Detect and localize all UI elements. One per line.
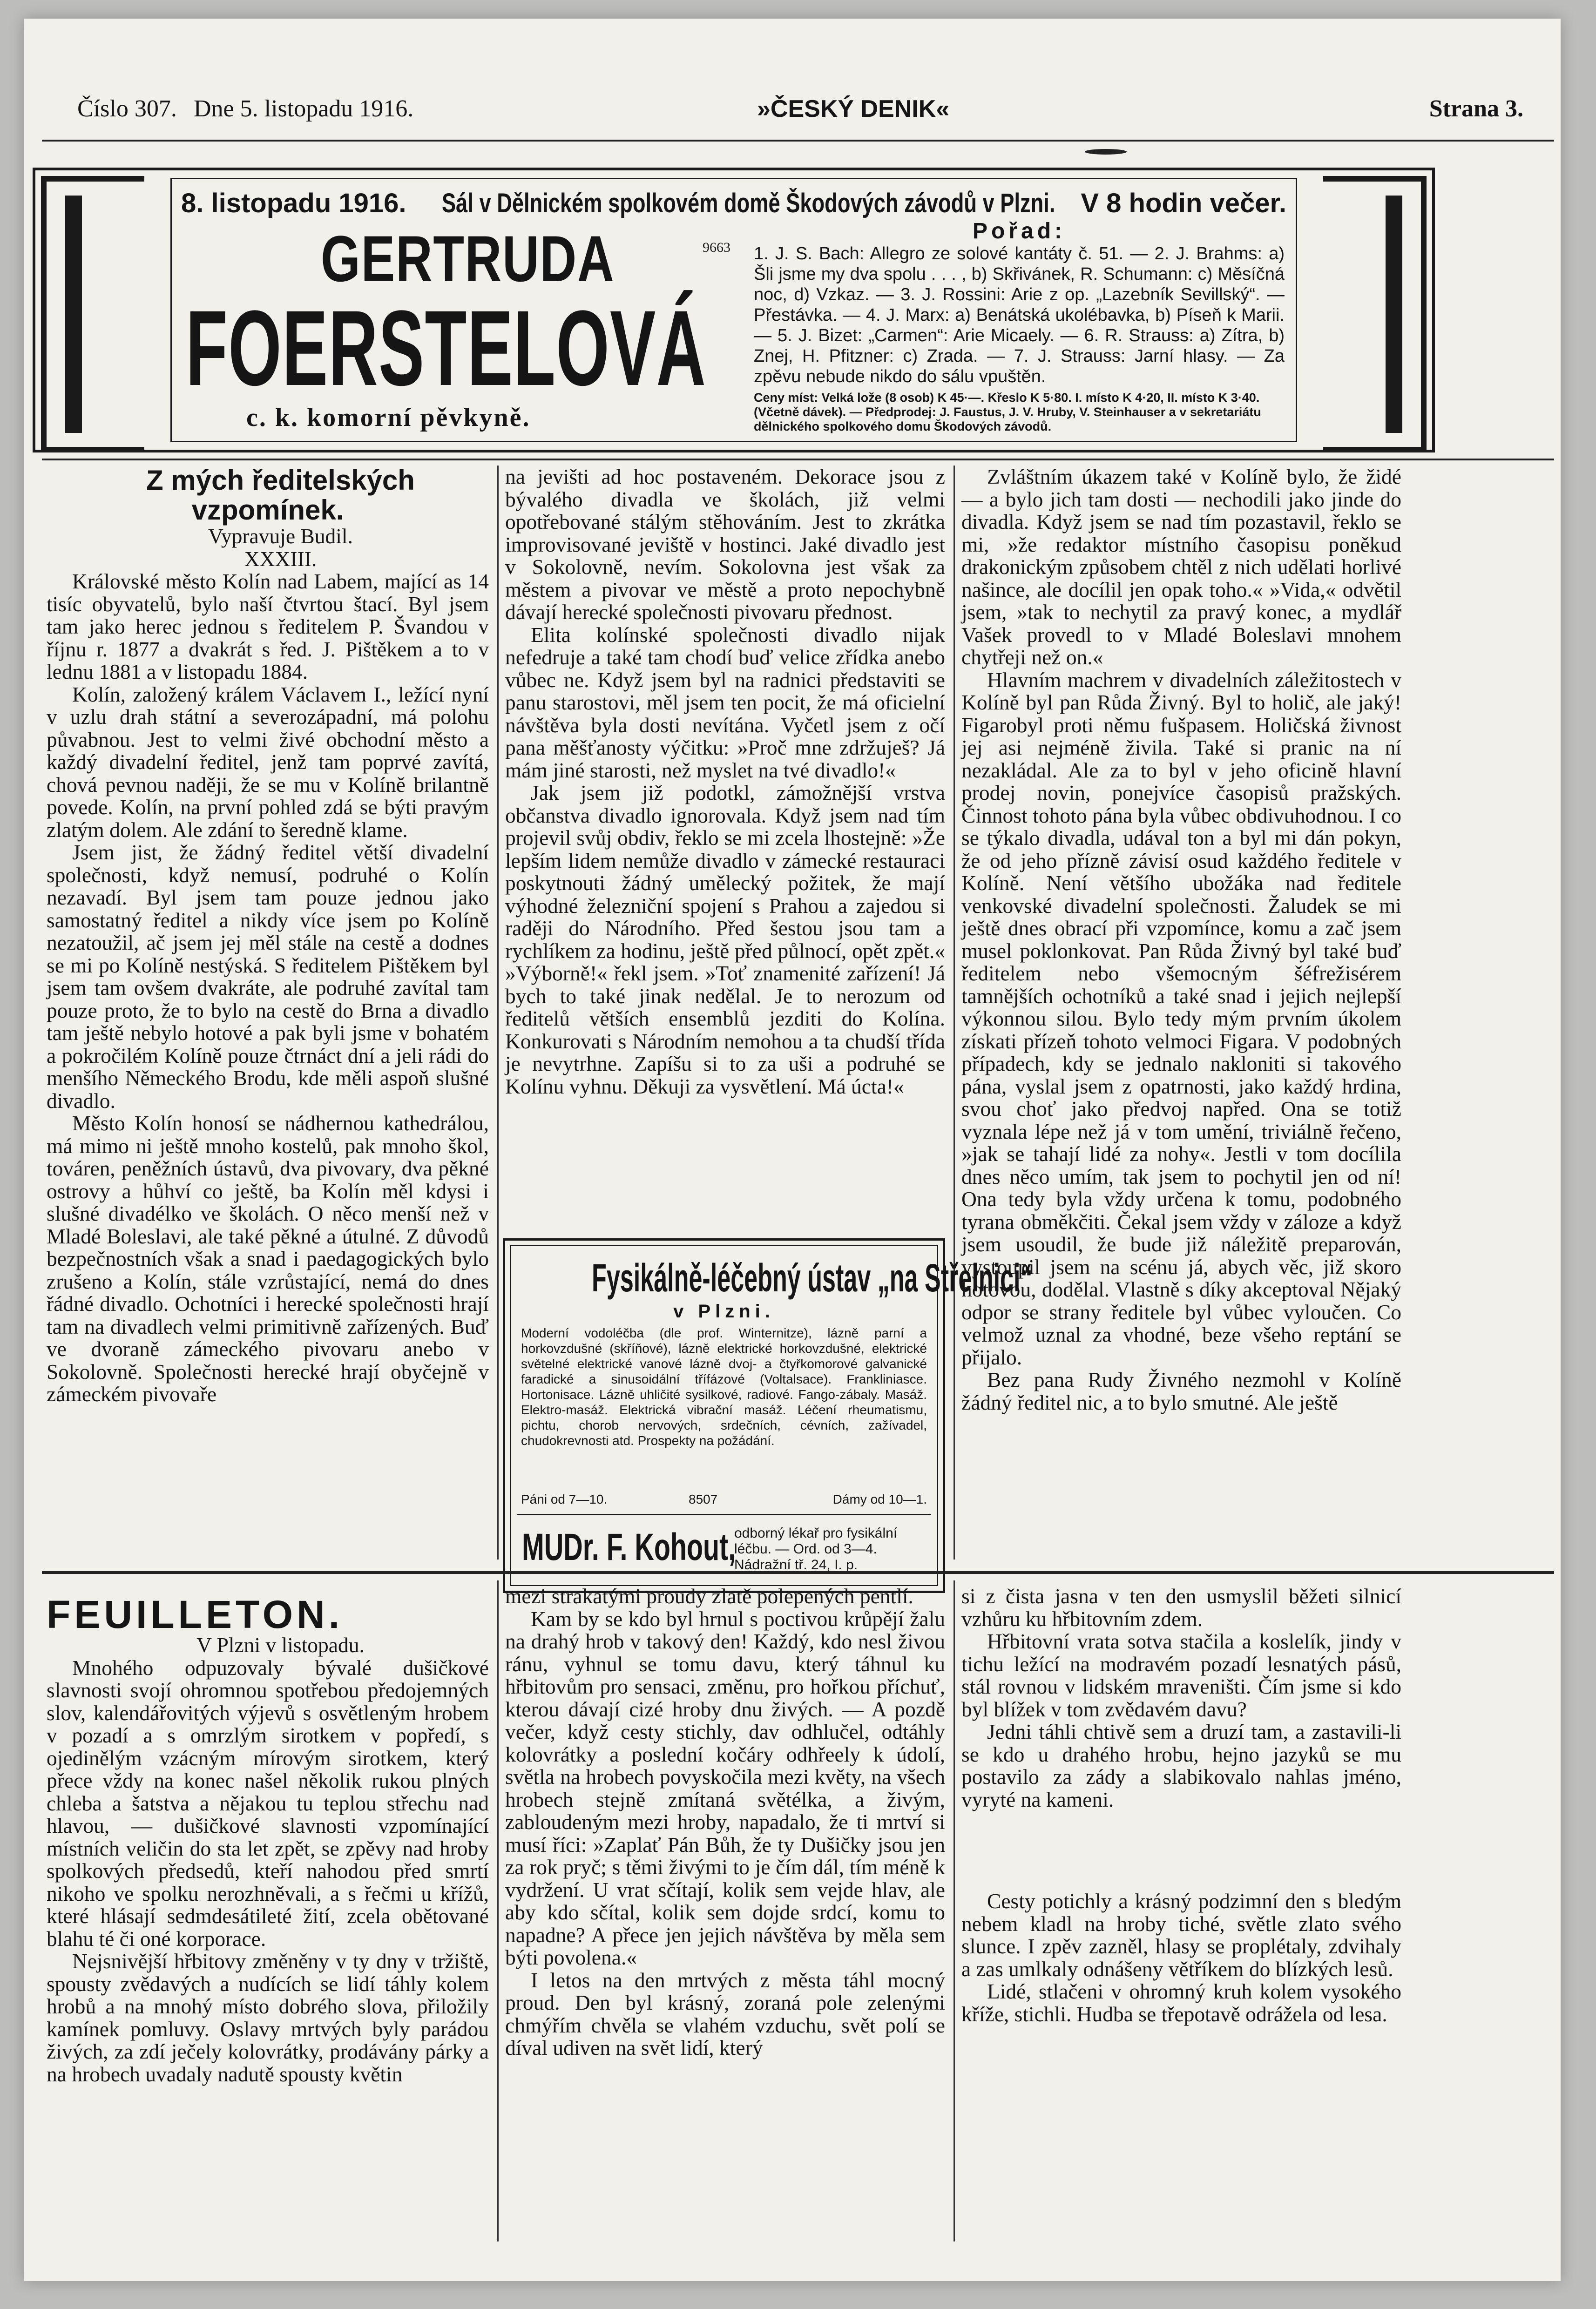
feuilleton-paragraph: I letos na den mrtvých z města táhl mocný proud. Den byl krásný, zoraná pole zelenými chmýřím chvěla se vlahém vzduchu, svět polí se díval udiven na svět lidí, který (505, 1968, 945, 2059)
singer-first-name: GERTRUDA (321, 222, 615, 295)
feuilleton-heading: FEUILLETON. (47, 1593, 344, 1636)
article-column-3 (961, 466, 1401, 1414)
article-byline: Vypravuje Budil. (208, 524, 353, 548)
concert-date: 8. listopadu 1916. (181, 188, 406, 218)
article-paragraph: Město Kolín honosí se nádhernou kathedrálou, má mimo ni ještě mnoho kostelů, pak mnoho škol, továren, peněžních ústavů, dva pivovary, dva pěkné ostrovy a hůhví co ještě, ba Kolín měl kdysi i slušné divadélko ve školách. O něco menší než v Mladé Boleslavi, ale také pěkné a útulné. Z důvodů bezpečnostních však a snad i paedagogických bylo zrušeno a Kolín, stále vzrůstající, nemá do dnes řádné divadlo. Ochotníci i herecké společnosti hrají tam na divadlech velmi primitivně zařízených. Buď ve dvoraně zámeckého pivovaru anebo v Sokolovně. Společnosti herecké hrají obyčejně v zámeckém pivovaře (47, 1111, 489, 1406)
header-rule (42, 140, 1554, 142)
article-chapter: XXXIII. (244, 547, 317, 571)
concert-time: V 8 hodin večer. (1081, 188, 1286, 218)
feuilleton-place: V Plzni v listopadu. (196, 1633, 365, 1657)
feuilleton-paragraph: mezi strakatými proudy zlatě polepených pentlí. (505, 1584, 913, 1608)
feuilleton-paragraph: Nejsnivější hřbitovy změněny v ty dny v tržiště, spousty zvědavých a nudících se lidí táhly kolem hrobů a na mnohý místo dobrého slova, přiložily kamínek pomluvy. Oslavy mrtvých byly parádou živých, za zdí ječely kolovrátky, prodávány párky a na hrobech uvadaly nadutě spousty květin (47, 1949, 489, 2086)
bath-ad-body: Moderní vodoléčba (dle prof. Winternitze), lázně parní a horkovzdušné (skříňové), lázně elektrické horkovzdušné, elektrické světelné elektrické vanové lázně dvoj- a čtyřkomorové galvanické faradické a sinusoidální třífázové (Voltalsace). Frankliniasce. Hortonisace. Lázně uhličité sysilkové, radiové. Fango-zábaly. Masáž. Elektro-masáž. Elektrická vibrační masáž. Léčení rheumatismu, pichtu, chorob nervových, srdečních, cévních, zažívadel, chudokrevnosti atd. Prospekty na požádání. (521, 1326, 927, 1448)
column-separator (954, 1580, 955, 2241)
feuilleton-paragraph: Jedni táhli chtivě sem a druzí tam, a zastavili-li se kdo u drahého hrobu, hejno jazyků se mu postavilo za zády a slabikovalo nahlas jméno, vyryté na kameni. (961, 1720, 1401, 1811)
bath-ad-rule (517, 1514, 931, 1515)
issue-date: Dne 5. listopadu 1916. (194, 95, 414, 122)
column-separator (497, 1580, 499, 2241)
singer-title: c. k. komorní pěvkyně. (246, 403, 531, 432)
feuilleton-column-1 (47, 1634, 489, 2086)
feuilleton-column-3-continued (961, 1890, 1401, 2025)
column-separator (954, 466, 955, 1560)
article-paragraph: Bez pana Rudy Živného nezmohl v Kolíně žádný ředitel nic, a to bylo smutné. Ale ještě (961, 1368, 1401, 1414)
article-paragraph: Kolín, založený králem Václavem I., ležící nyní v uzlu drah státní a severozápadní, má polohu půvabnou. Jest to velmi živé obchodní město a každý divadelní ředitel, jenž tam poprvé zavítá, chová pevnou naději, že se mu v Kolíně brilantně povede. Kolín, na první pohled zdá se býti pravým zlatým dolem. Ale zdání to šeredně klame. (47, 682, 489, 842)
feuilleton-paragraph: Hřbitovní vrata sotva stačila a koslelík, jindy v tichu ležící na modravém pozadí lesnatých pásů, stál rovnou v lidském mraveništi. Čím jsme si kdo byl blížek v tom zvědavém davu? (961, 1629, 1401, 1721)
issue-number: Číslo 307. (77, 95, 177, 122)
masthead: »ČESKÝ DENIK« (757, 95, 950, 122)
program-heading: Pořad: (972, 219, 1066, 243)
bath-institute-advertisement (503, 1238, 1033, 1593)
singer-last-name: FOERSTELOVÁ (186, 288, 707, 408)
concert-program (754, 221, 1285, 434)
article-paragraph: Hlavním machrem v divadelních záležitostech v Kolíně byl pan Růda Živný. Byl to holič, ale jaký! Figarobyl proti němu fušpasem. Holičská živnost jej asi nejméně živila. Také si pranic na ní nezakládal. Ale za to byl v jeho oficině hlavní prodej novin, ponejvíce časopisů pražských. Činnost tohoto pána byla vůbec obdivuhodnou. I co se týkalo divadla, udával ton a byl mi dán pokyn, že od jeho přízně závisí osud každého ředitele v Kolíně. Není většího ubožáka nad ředitele venkovské divadelní společnosti. Žaludek se mi ještě dnes obrací při vzpomínce, komu a zač jsem musel poklonkovat. Pan Růda Živný byl také buď ředitelem nebo všemocným šéfrežisérem tamnějších ochotníků a také snad i jejich nejlepší výkonnou silou. Bylo tedy mým prvním úkolem získati přízeň tohoto velmoci Figara. V podobných případech, kdy se jednalo nakloniti si takového pána, vyslal jsem z opatrnosti, jako každý hrdina, svou choť jako předvoj napřed. Ona se totiž vyznala lépe než já v tom umění, triviálně řečeno, »jak se tahají lidé za nohy«. Jestli v tom docílila dnes něco umím, tak jsem to pochytil jen od ní! Ona tedy byla vždy určena k tomu, podobného tyrana obměkčiti. Čekal jsem vždy v záloze a když jsem usoudil, že bude již náležitě preparován, vystoupil jsem na scénu já, abych věc, již skoro hotovou, dodělal. Vlastně s díky akceptoval Nějaký odpor se strany ředitele byl vůbec vyloučen. Co velmož uznal za vhodné, beze všeho reptání se přijalo. (961, 668, 1401, 1369)
page-header (45, 95, 1551, 132)
program-text: 1. J. S. Bach: Allegro ze solové kantáty č. 51. — 2. J. Brahms: a) Šli jsme my dva spolu . . . , b) Skřivánek, R. Schumann: c) Měsíčná noc, d) Vzkaz. — 3. J. Rossini: Arie z op. „Lazebník Sevillský“. — Přestávka. — 4. J. Marx: a) Benátská ukolébavka, b) Píseň k Marii. — 5. J. Bizet: „Carmen“: Arie Micaely. — 6. R. Strauss: a) Zítra, b) Znej, H. Pfitzner: c) Zrada. — 7. J. Strauss: Jarní hlasy. — Za zpěvu nebude nikdo do sálu vpuštěn. (754, 244, 1285, 386)
ticket-prices: Ceny míst: Velká lože (8 osob) K 45·—. Křeslo K 5·80. I. místo K 4·20, II. místo K 3·40. (Včetně dávek). — Předprodej: J. Faustus, J. V. Hruby, V. Steinhauser a v sekretariátu dělnického spolkového domu Škodových závodů. (754, 391, 1261, 433)
feuilleton-paragraph: Mnohého odpuzovaly bývalé dušičkové slavnosti svojí ohromnou spotřebou předojemných slov, kalendářovitých výjevů s osvětleným hrobem v pozadí a s omrzlým sirotkem v popředí, s ojedinělým vzácným mírovým sirotkem, který přece vždy na konec našel několik rukou plných chleba a šatstva a nějakou tu teplou střechu nad hlavou, — dušičkové slavnosti vzpomínající místních veličin do sta let zpět, se zpěvy nad hroby spolkových předsedů, kteří nahodou před smrtí nikoho ve spolku nerozhněvali, a s řečmi u křížů, které hlásají sedmdesátileté žití, zcela obětované blahu té či oné korporace. (47, 1655, 489, 1951)
ad-number: 9663 (703, 240, 730, 255)
article-paragraph: Elita kolínské společnosti divadlo nijak nefedruje a také tam chodí buď velice zřídka anebo vůbec ne. Když jsem byl na radnici představiti se panu starostovi, měl jsem ten pocit, že má oficielní návštěva byla dosti nevítána. Vyčetl jsem z očí pana měšťanosty výčitku: »Proč mne zdržuješ? Já mám jiné starosti, než myslet na tvé divadlo!« (505, 622, 945, 782)
doctor-details: odborný lékař pro fysikální léčbu. — Ord. od 3—4. Nádražní tř. 24, I. p. (734, 1526, 898, 1573)
hours-men: Páni od 7—10. (521, 1492, 608, 1506)
concert-venue: Sál v Dělnickém spolkovém domě Škodových závodů v Plzni. (442, 188, 1055, 218)
article-column-2 (505, 466, 945, 1098)
bath-ad-title: Fysikálně-léčebný ústav „na Střelnici“ (592, 1256, 1033, 1300)
ad-number: 8507 (689, 1492, 718, 1506)
article-column-1 (47, 466, 489, 1406)
feuilleton-column-2 (505, 1585, 945, 2059)
ornament-icon (1085, 149, 1127, 155)
article-paragraph: Zvláštním úkazem také v Kolíně bylo, že židé — a bylo jich tam dosti — nechodili jako jinde do divadla. Když jsem se nad tím pozastavil, řeklo se mi, »že redaktor místního časopisu poněkud drakonickým způsobem chtěl z nich udělati horlivé našince, ale docílil jen opak toho.« »Vida,« odvětil jsem, »tak to nechytil za pravý konec, a mydlář Vašek provedl to v Mladé Boleslavi mnohem chytřeji než on.« (961, 465, 1401, 669)
bath-ad-city: v Plzni. (673, 1301, 775, 1322)
ad-bottom-rule (42, 459, 1554, 460)
bath-ad-inner (510, 1245, 1033, 1586)
article-paragraph: Jsem jist, že žádný ředitel větší divadelní společnosti, když nemusí, podruhé o Kolín nezavadí. Byl jsem tam pouze jednou jako samostatný ředitel a nikdy více jsem po Kolíně nezatoužil, ač jsem jej měl stále na cestě a dodnes se mi po Kolíně nestýská. S ředitelem Pištěkem byl jsem tam ovšem dvakráte, ale podruhé zavítal tam pouze proto, že to bylo na cestě do Brna a divadlo tam ještě nebylo hotové a pak byli jsme v bohatém a pokročilém Kolíně pouze čtrnáct dní a jeli rádi do menšího Německého Brodu, kde měli aspoň slušné divadlo. (47, 840, 489, 1113)
page-number: Strana 3. (1429, 95, 1523, 122)
right-bracket-ornament (1323, 176, 1427, 452)
column-separator (497, 466, 499, 1560)
feuilleton-paragraph: Cesty potichly a krásný podzimní den s bledým nebem kladl na hroby tiché, světle zlato svého slunce. I zpěv zazněl, hlasy se proplétaly, zdvihaly a zas umlkaly odnášeny větříkem do blízkých lesů. (961, 1889, 1401, 1981)
article-paragraph: na jevišti ad hoc postaveném. Dekorace jsou z bývalého divadla ve školách, již velmi opotřebované stálým stěhováním. Jest to zkrátka improvisované jeviště v hostinci. Jaké divadlo jest v Sokolovně, nevím. Sokolovna jest však za městem a pivovar ve městě a proto nepochybně dávají herecké společnosti pivovaru přednost. (505, 465, 945, 624)
feuilleton-rule (42, 1571, 1554, 1574)
left-bracket-ornament (41, 176, 144, 452)
concert-ad-inner (170, 178, 1297, 442)
concert-advertisement (33, 168, 1435, 452)
doctor-name: MUDr. F. Kohout, (522, 1526, 736, 1568)
hours-women: Dámy od 10—1. (832, 1492, 927, 1506)
feuilleton-column-3 (961, 1585, 1401, 1811)
feuilleton-paragraph: si z čista jasna v ten den usmyslil běžeti silnicí vzhůru ku hřbitovním zdem. (961, 1584, 1401, 1631)
feuilleton-paragraph: Kam by se kdo byl hrnul s poctivou krůpějí žalu na drahý hrob v takový den! Každý, kdo nesl živou ránu, vyhnul se tomu davu, který táhnul ku hřbitovům pro sensaci, změnu, pro hořkou příchuť, kterou dávají cizé hroby dnu živých. — A pozdě večer, když cesty stichly, dav odhlučel, odtáhly kolovrátky a poslední kočáry odhřeely k údolí, světla na hrobech povyskočila mezi květy, na všech hrobech stejně zmítaná světélka, a živým, zabloudeným mezi hroby, napadalo, že ti mrtví si musí říci: »Zaplať Pán Bůh, že ty Dušičky jsou jen za rok pryč; s těmi živými to je čím dál, tím méně k vydržení. U vrat sčítají, kolik sem vejde hlav, ale aby kdo sčítal, kolik sem dojde srdcí, komu to napadne? A přece jen jejich návštěva by měla sem býti povolena.« (505, 1607, 945, 1969)
article-paragraph: Královské město Kolín nad Labem, mající as 14 tisíc obyvatelů, bylo naší čtvrtou štací. Byl jsem tam jako herec jednou s ředitelem P. Švandou v říjnu r. 1877 a dvakrát s řed. J. Pištěkem a to v lednu 1881 a v listopadu 1884. (47, 569, 489, 683)
feuilleton-paragraph: Lidé, stlačeni v ohromný kruh kolem vysokého kříže, stichli. Hudba se třepotavě odrážela od lesa. (961, 1979, 1401, 2026)
article-paragraph: Jak jsem již podotkl, zámožnější vrstva občanstva divadlo ignorovala. Když jsem nad tím projevil svůj obdiv, řeklo se mi zcela lhostejně: »Že lepším lidem nemůže divadlo v zámecké restauraci poskytnouti žádný umělecký požitek, že mají výhodné železniční spojení s Prahou a zajedou si raději do Národního. Před šestou jsou tam a rychlíkem za hodinu, ještě před půlnocí, opět zpět.« »Výborně!« řekl jsem. »Toť znamenité zařízení! Já bych to také jinak nedělal. Je to nerozum od ředitelů větších ensemblů jezditi do Kolína. Konkurovati s Národním nemohou a ta chudší třída je nevytrhne. Zapíšu si to za uši a podruhé se Kolínu vyhnu. Děkuji za vysvětlení. Má úcta!« (505, 781, 945, 1098)
article-title: Z mých ředitelských vzpomínek. (146, 465, 415, 526)
